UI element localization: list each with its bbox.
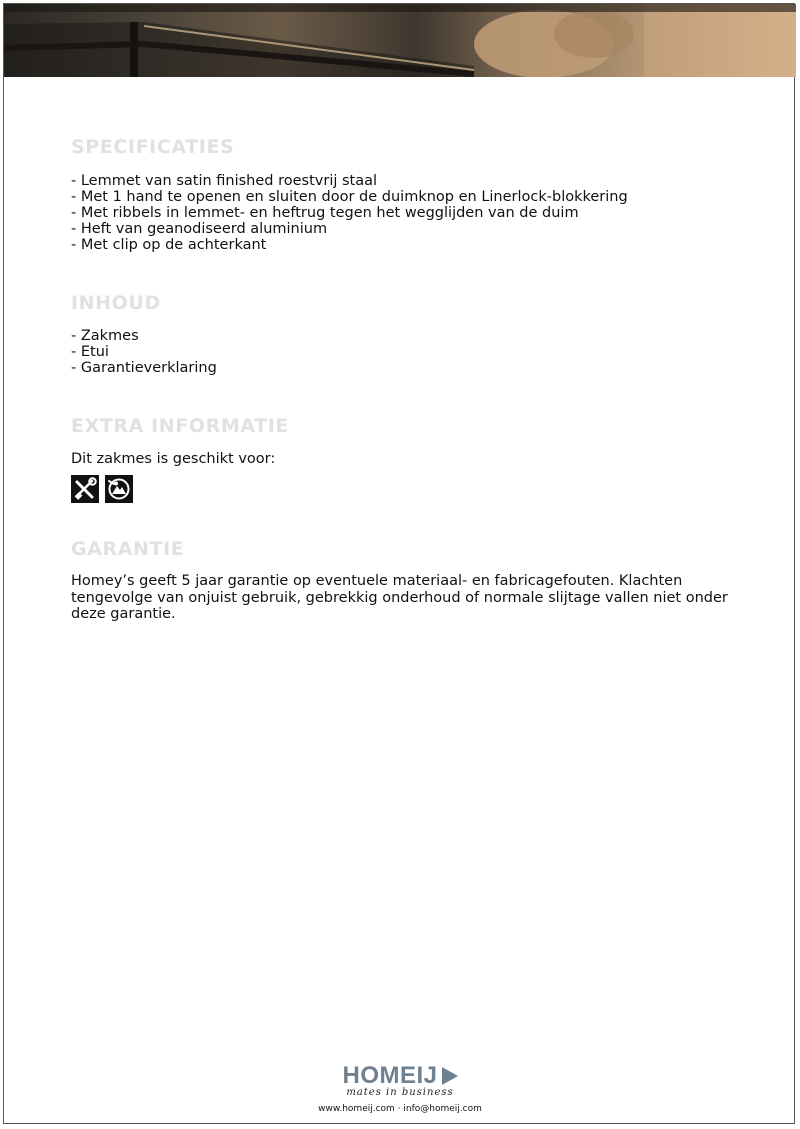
inhoud-list (71, 328, 217, 376)
header-photo (4, 4, 796, 77)
footer-contact: www.homeij.com · info@homeij.com (318, 1104, 482, 1114)
logo-wordmark: HOMEIJ (342, 1062, 438, 1089)
specificaties-title: SPECIFICATIES (71, 136, 235, 158)
garantie-title: GARANTIE (71, 538, 185, 560)
extra-informatie-text: Dit zakmes is geschikt voor: (71, 451, 276, 467)
logo-arrow-icon (442, 1067, 458, 1085)
list-item: - Met 1 hand te openen en sluiten door de duimknop en Linerlock-blokkering (71, 189, 628, 205)
list-item: - Heft van geanodiseerd aluminium (71, 221, 328, 237)
header-photo-illustration (4, 4, 796, 77)
garantie-text: Homey’s geeft 5 jaar garantie op eventuele materiaal- en fabricagefouten. Klachten tengevolge van onjuist gebruik, gebrekkig onderhoud of normale slijtage vallen niet onder deze garantie. (71, 573, 728, 622)
list-item: - Met clip op de achterkant (71, 237, 267, 253)
footer-logo (0, 1062, 800, 1099)
list-item: - Garantieverklaring (71, 360, 217, 376)
list-item: - Zakmes (71, 328, 139, 344)
suitability-icons (71, 475, 133, 503)
specificaties-list (71, 173, 628, 253)
extra-informatie-title: EXTRA INFORMATIE (71, 415, 290, 437)
logo-tagline: mates in business (346, 1087, 454, 1098)
tools-icon (71, 475, 99, 503)
page-frame (3, 3, 795, 1124)
inhoud-title: INHOUD (71, 292, 161, 314)
list-item: - Met ribbels in lemmet- en heftrug tegen het wegglijden van de duim (71, 205, 579, 221)
outdoor-icon (105, 475, 133, 503)
list-item: - Lemmet van satin finished roestvrij staal (71, 173, 378, 189)
list-item: - Etui (71, 344, 109, 360)
